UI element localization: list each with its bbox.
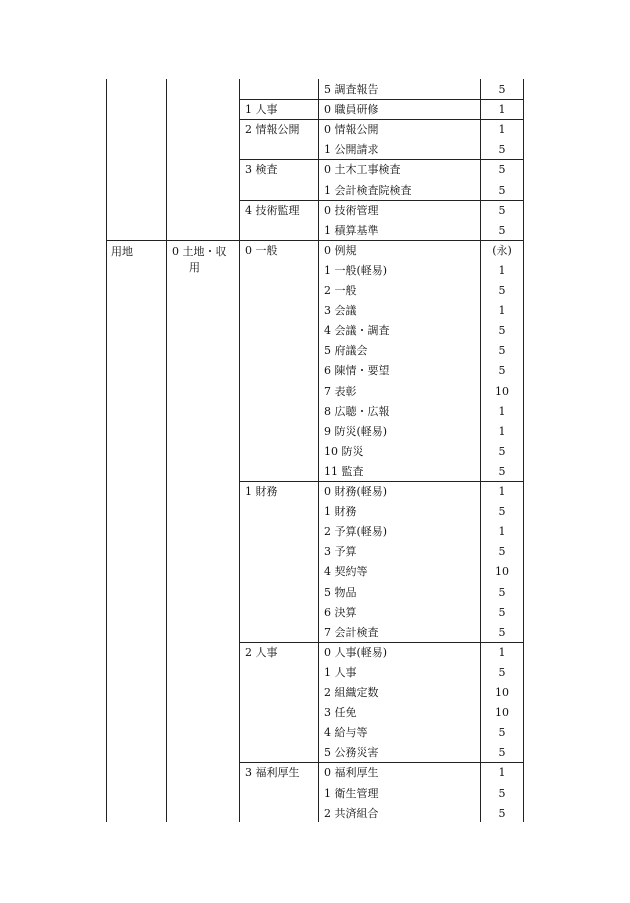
item-label: 0 土木工事検査 — [324, 163, 401, 176]
retention-period: 1 — [498, 646, 506, 659]
retention-period: 5 — [498, 545, 506, 558]
retention-period: 1 — [498, 766, 506, 779]
retention-period: 10 — [495, 565, 509, 578]
retention-period: 1 — [498, 103, 506, 116]
retention-period: 5 — [498, 445, 506, 458]
item-label: 7 会計検査 — [324, 626, 379, 639]
item-label: 0 人事(軽易) — [324, 646, 388, 659]
item-label: 0 職員研修 — [324, 103, 379, 116]
item-label: 1 公開請求 — [324, 143, 379, 156]
retention-period: 1 — [498, 425, 506, 438]
column-border — [318, 79, 319, 822]
item-label: 9 防災(軽易) — [324, 425, 388, 438]
item-label: 5 公務災害 — [324, 746, 379, 759]
retention-period: 5 — [498, 586, 506, 599]
item-label: 8 広聴・広報 — [324, 405, 390, 418]
retention-period: 5 — [498, 606, 506, 619]
item-label: 1 財務 — [324, 505, 357, 518]
item-label: 7 表彰 — [324, 385, 357, 398]
column-border — [166, 79, 167, 822]
retention-period: 1 — [498, 485, 506, 498]
item-label: 5 物品 — [324, 586, 357, 599]
subcategory-label-line1: 0 土地・収 — [172, 245, 227, 258]
group-border — [106, 240, 524, 241]
item-label: 4 契約等 — [324, 565, 368, 578]
group-label: 2 情報公開 — [245, 123, 300, 136]
item-label: 2 共済組合 — [324, 807, 379, 820]
item-label: 10 防災 — [324, 445, 364, 458]
group-label: 1 人事 — [245, 103, 278, 116]
retention-period: 1 — [498, 525, 506, 538]
retention-period: 1 — [498, 123, 506, 136]
item-label: 1 衛生管理 — [324, 787, 379, 800]
item-label: 3 予算 — [324, 545, 357, 558]
retention-period: 5 — [498, 726, 506, 739]
retention-period: 5 — [498, 746, 506, 759]
retention-period: 5 — [498, 324, 506, 337]
item-label: 5 調査報告 — [324, 83, 379, 96]
group-label: 4 技術監理 — [245, 204, 300, 217]
retention-period: 10 — [495, 686, 509, 699]
retention-period: 5 — [498, 807, 506, 820]
group-label: 0 一般 — [245, 244, 278, 257]
group-label: 1 財務 — [245, 485, 278, 498]
retention-period: 5 — [498, 364, 506, 377]
retention-period: 5 — [498, 666, 506, 679]
item-label: 3 任免 — [324, 706, 357, 719]
item-label: 0 例規 — [324, 244, 357, 257]
item-label: 2 一般 — [324, 284, 357, 297]
item-label: 1 会計検査院検査 — [324, 184, 412, 197]
category-label: 用地 — [111, 245, 133, 258]
item-label: 4 会議・調査 — [324, 324, 390, 337]
item-label: 2 組織定数 — [324, 686, 379, 699]
column-border — [239, 79, 240, 822]
item-label: 0 福利厚生 — [324, 766, 379, 779]
item-label: 1 積算基準 — [324, 224, 379, 237]
retention-period: 10 — [495, 706, 509, 719]
column-border — [106, 79, 107, 822]
retention-period: 5 — [498, 505, 506, 518]
retention-period: 5 — [498, 143, 506, 156]
retention-period: 5 — [498, 163, 506, 176]
column-border — [480, 79, 481, 822]
item-label: 6 陳情・要望 — [324, 364, 390, 377]
item-label: 0 技術管理 — [324, 204, 379, 217]
item-label: 5 府議会 — [324, 344, 368, 357]
item-label: 11 監査 — [324, 465, 364, 478]
retention-period: 5 — [498, 224, 506, 237]
retention-period: 10 — [495, 385, 509, 398]
retention-period: 1 — [498, 264, 506, 277]
group-label: 2 人事 — [245, 646, 278, 659]
retention-period: 5 — [498, 626, 506, 639]
retention-period: (永) — [492, 244, 512, 257]
item-label: 0 情報公開 — [324, 123, 379, 136]
item-label: 3 会議 — [324, 304, 357, 317]
retention-period: 5 — [498, 465, 506, 478]
item-label: 1 一般(軽易) — [324, 264, 388, 277]
item-label: 0 財務(軽易) — [324, 485, 388, 498]
column-border — [523, 79, 524, 822]
retention-period: 5 — [498, 787, 506, 800]
retention-period: 5 — [498, 83, 506, 96]
subcategory-label-line2: 用 — [189, 261, 200, 274]
retention-period: 1 — [498, 405, 506, 418]
item-label: 1 人事 — [324, 666, 357, 679]
retention-period: 5 — [498, 284, 506, 297]
group-label: 3 福利厚生 — [245, 766, 300, 779]
group-label: 3 検査 — [245, 163, 278, 176]
item-label: 2 予算(軽易) — [324, 525, 388, 538]
retention-period: 5 — [498, 344, 506, 357]
retention-period: 5 — [498, 184, 506, 197]
item-label: 6 決算 — [324, 606, 357, 619]
retention-period: 5 — [498, 204, 506, 217]
item-label: 4 給与等 — [324, 726, 368, 739]
retention-period: 1 — [498, 304, 506, 317]
